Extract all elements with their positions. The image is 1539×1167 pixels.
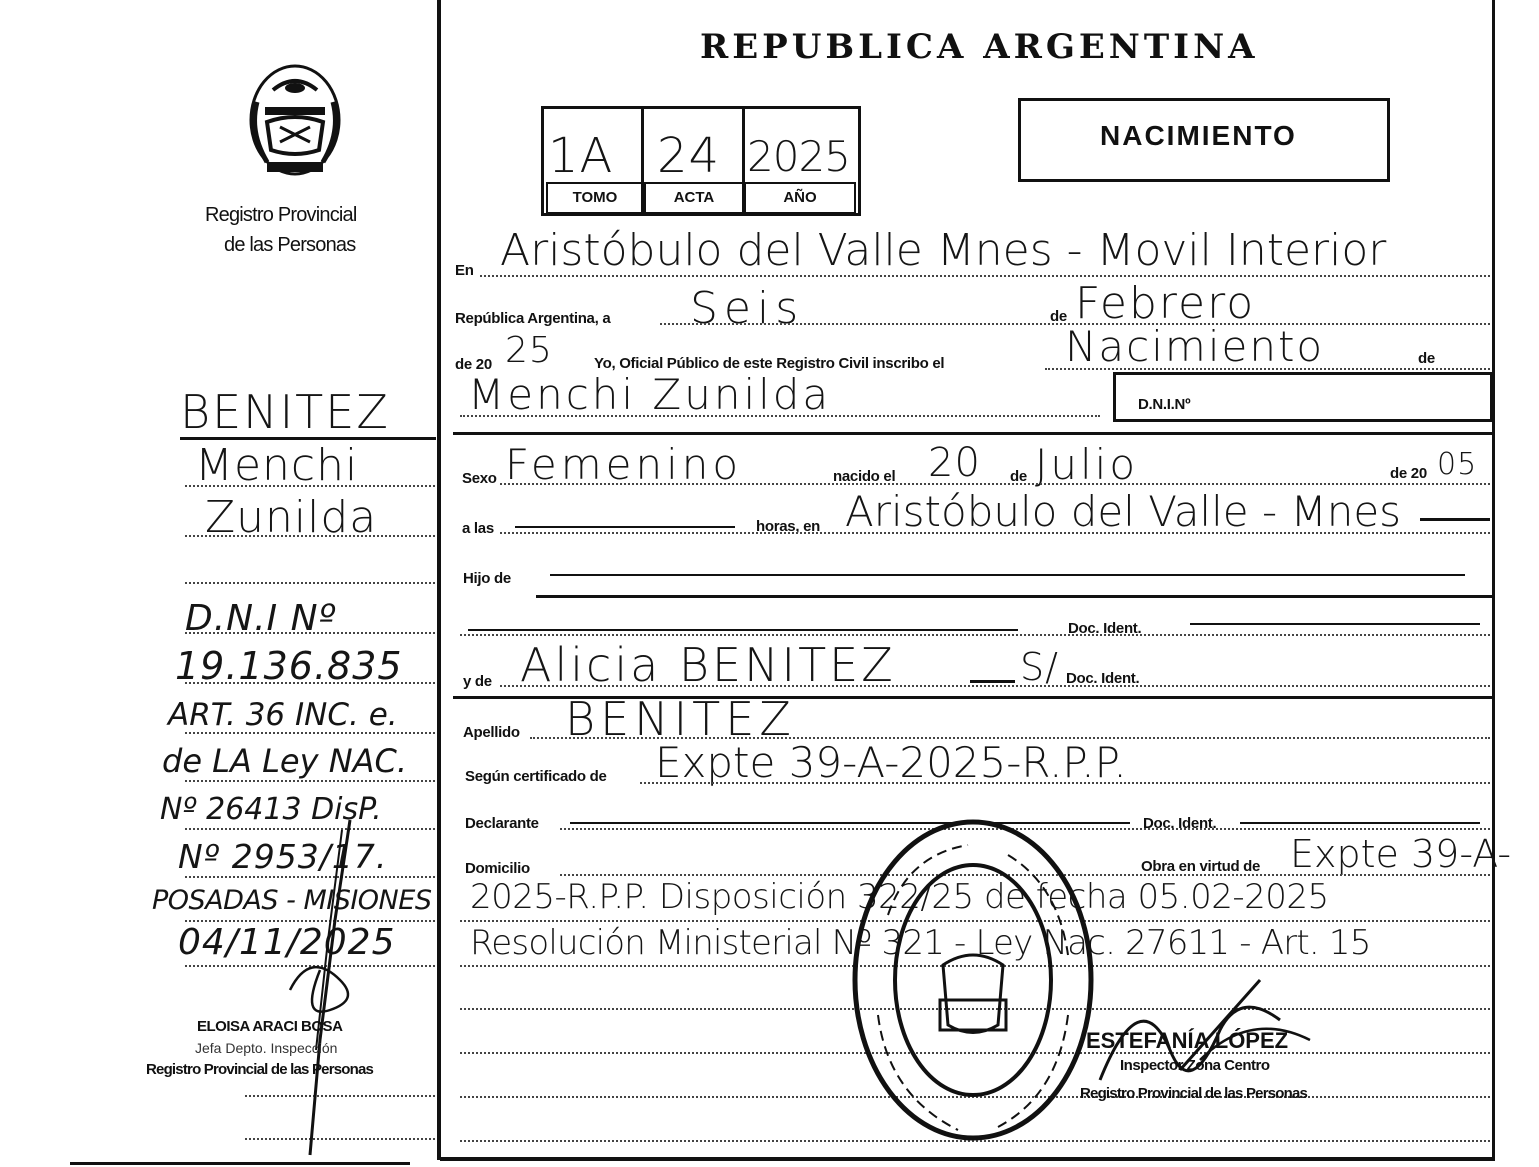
mes-nac-value: Julio <box>1035 440 1139 489</box>
sidebar-annotation-line: Nº 26413 DisP. <box>160 792 382 827</box>
label-republica: República Argentina, a <box>455 310 611 327</box>
label-de-ano-nac: de 20 <box>1390 465 1427 482</box>
sexo-value: Femenino <box>505 440 743 489</box>
tomo-label: TOMO <box>546 182 644 214</box>
madre-doc-value: S/ <box>1020 645 1059 689</box>
form-line <box>500 532 1490 534</box>
label-en: En <box>455 262 474 279</box>
sidebar-given-name-1: Menchi <box>195 440 359 491</box>
bottom-edge-mark <box>70 1162 410 1165</box>
right-border <box>1492 0 1495 1160</box>
ano-nac-suffix-value: 05 <box>1437 447 1478 482</box>
label-obra: Obra en virtud de <box>1141 858 1261 875</box>
sidebar-annotation-line: ART. 36 INC. e. <box>168 697 398 733</box>
inspector-title: Inspector Zona Centro <box>1120 1057 1270 1074</box>
ano-label: AÑO <box>744 182 856 214</box>
blank-stroke <box>1190 623 1480 625</box>
label-segun: Según certificado de <box>465 768 607 785</box>
lugar-value: Aristóbulo del Valle Mnes - Movil Interior <box>500 225 1387 276</box>
blank-stroke <box>970 680 1015 683</box>
sidebar-line <box>185 632 435 634</box>
label-de-mes: de <box>1050 308 1067 325</box>
blank-stroke <box>1240 822 1480 824</box>
sidebar-line <box>185 582 435 584</box>
dia-nac-value: 20 <box>928 440 981 486</box>
sidebar-annotation-line: POSADAS - MISIONES <box>152 885 432 916</box>
blank-stroke <box>550 574 1465 576</box>
form-line <box>640 782 1490 784</box>
inspector-name: ESTEFANÍA LÓPEZ <box>1086 1028 1289 1053</box>
label-a-las: a las <box>462 520 494 537</box>
section-divider <box>536 595 1493 598</box>
inspector-office: Registro Provincial de las Personas <box>1080 1085 1308 1102</box>
acta-label: ACTA <box>644 182 744 214</box>
label-doc-ident-declarante: Doc. Ident. <box>1143 815 1217 832</box>
sidebar-annotation-line: Nº 2953/17. <box>178 837 388 876</box>
label-yo-oficial: Yo, Oficial Público de este Registro Civil inscribo el <box>594 355 945 372</box>
sidebar-line <box>185 732 435 734</box>
obra-value-3: Resolución Ministerial Nº 321 - Ley Nac. 27611 - Art. 15 <box>470 923 1371 963</box>
sidebar-line <box>185 535 435 537</box>
record-type: NACIMIENTO <box>1100 120 1297 151</box>
blank-stroke <box>468 629 1018 631</box>
form-line <box>1045 368 1490 370</box>
mes-value: Febrero <box>1075 278 1256 329</box>
tomo-value: 1A <box>548 128 614 184</box>
sidebar-annotation-line: 04/11/2025 <box>178 922 396 963</box>
blank-stroke <box>1420 518 1490 521</box>
institution-name-line2: de las Personas <box>224 234 356 256</box>
label-declarante: Declarante <box>465 815 539 832</box>
label-nacido-el: nacido el <box>833 468 896 485</box>
label-sexo: Sexo <box>462 470 497 487</box>
label-hijo-de: Hijo de <box>463 570 511 587</box>
sidebar-signature <box>250 810 440 1160</box>
official-name: ELOISA ARACI BOSA <box>197 1018 343 1035</box>
sidebar-given-name-2: Zunilda <box>205 492 378 543</box>
sidebar-surname: BENITEZ <box>180 385 390 439</box>
obra-value: Expte 39-A- <box>1290 832 1512 876</box>
section-divider <box>453 432 1493 435</box>
label-de-mid: de <box>1010 468 1027 485</box>
obra-value-2: 2025-R.P.P. Disposición 322/25 de fecha 05.02-2025 <box>470 877 1329 917</box>
label-doc-ident: Doc. Ident. <box>1068 620 1142 637</box>
label-y-de: y de <box>463 673 492 690</box>
form-line <box>460 634 1490 636</box>
nombre-value: Menchi Zunilda <box>468 370 832 419</box>
label-apellido: Apellido <box>463 724 520 741</box>
apellido-value: BENITEZ <box>565 692 796 746</box>
sidebar-line <box>185 485 435 487</box>
form-line <box>500 483 1490 485</box>
label-de-end: de <box>1418 350 1435 367</box>
sidebar-line <box>185 682 435 684</box>
sidebar-annotation-line: de LA Ley NAC. <box>162 742 408 780</box>
madre-value: Alicia BENITEZ <box>520 638 896 692</box>
label-dni: D.N.I.Nº <box>1138 396 1191 413</box>
label-horas-en: horas, en <box>756 518 820 535</box>
dia-value: Seis <box>690 283 805 334</box>
lugar-nac-value: Aristóbulo del Valle - Mnes <box>845 487 1402 536</box>
official-office: Registro Provincial de las Personas <box>146 1061 374 1078</box>
blank-stroke <box>515 526 735 528</box>
sidebar-line <box>185 780 435 782</box>
label-de-year: de 20 <box>455 356 492 373</box>
acta-value: 24 <box>657 128 721 184</box>
form-line <box>500 685 1490 687</box>
label-doc-ident-madre: Doc. Ident. <box>1066 670 1140 687</box>
sidebar-annotation-line: 19.136.835 <box>175 644 403 688</box>
form-line <box>460 415 1100 417</box>
acto-value: Nacimiento <box>1065 322 1325 371</box>
year-suffix-value: 25 <box>505 330 553 371</box>
official-seal-icon <box>848 815 1098 1145</box>
country-title: REPUBLICA ARGENTINA <box>700 27 1259 67</box>
form-line <box>480 275 1490 277</box>
ano-value: 2025 <box>747 132 850 181</box>
institution-name-line1: Registro Provincial <box>205 204 357 226</box>
certificado-value: Expte 39-A-2025-R.P.P. <box>655 738 1127 787</box>
bottom-border <box>440 1157 1495 1161</box>
coat-of-arms-icon <box>245 62 345 182</box>
sidebar-annotation-line: D.N.I Nº <box>185 598 337 639</box>
label-domicilio: Domicilio <box>465 860 530 877</box>
official-title: Jefa Depto. Inspección <box>195 1040 338 1056</box>
